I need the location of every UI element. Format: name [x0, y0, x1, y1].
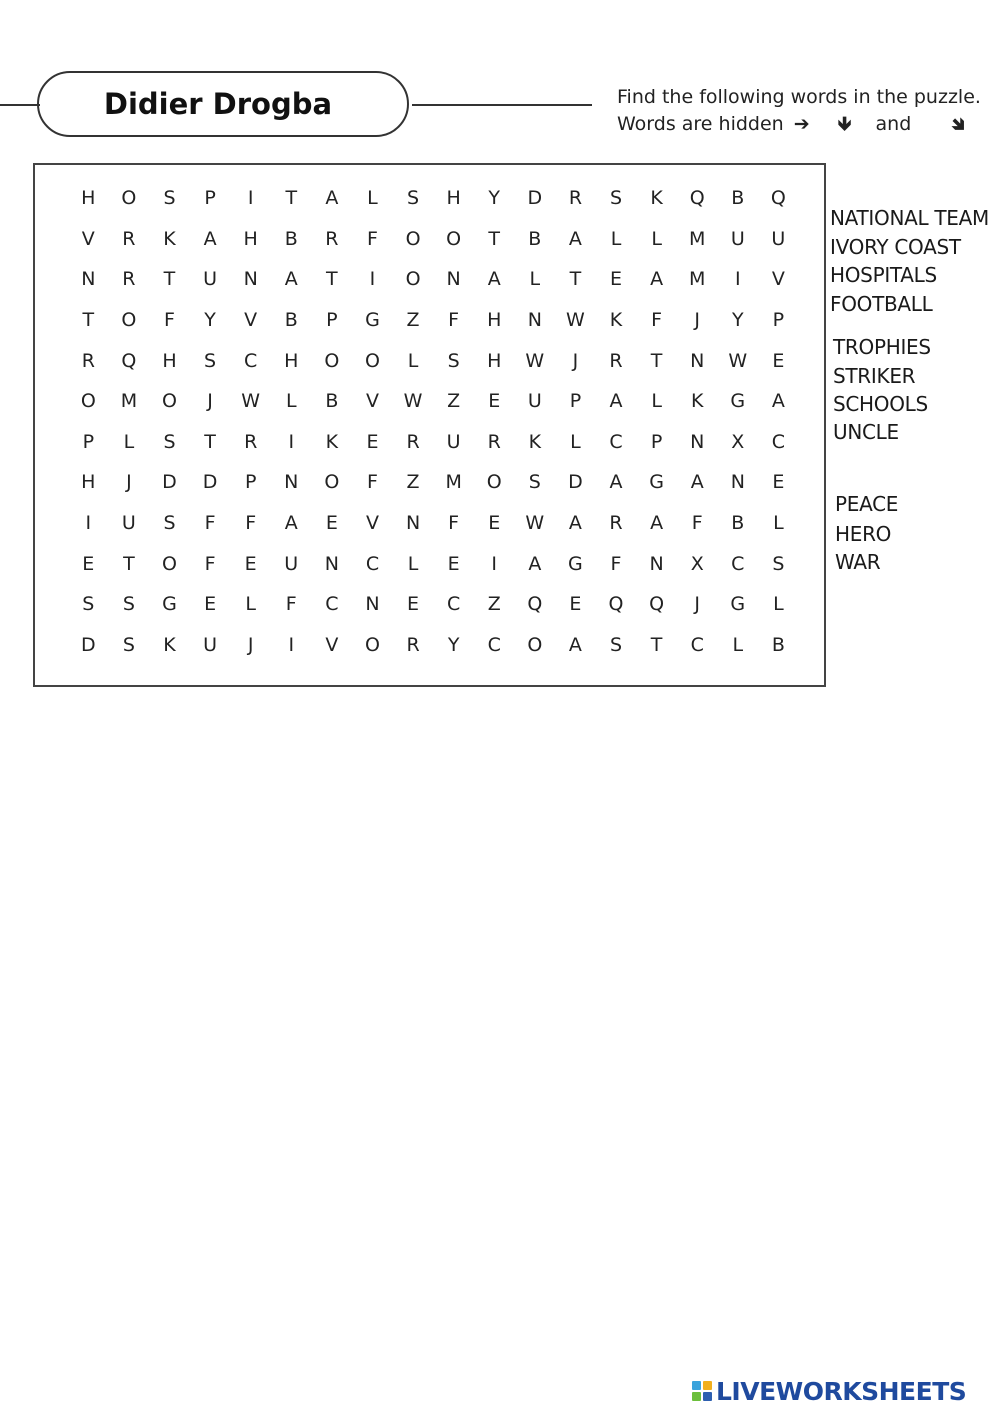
- grid-cell[interactable]: U: [121, 512, 136, 535]
- grid-cell[interactable]: N: [243, 268, 258, 291]
- grid-cell[interactable]: H: [487, 309, 502, 332]
- grid-cell[interactable]: J: [694, 593, 700, 616]
- word-list-item: PEACE: [835, 492, 899, 516]
- grid-cell[interactable]: Y: [488, 187, 501, 210]
- grid-cell[interactable]: S: [609, 187, 623, 210]
- word-list-item: NATIONAL TEAM: [830, 206, 989, 230]
- grid-cell[interactable]: N: [527, 309, 542, 332]
- grid-cell[interactable]: K: [690, 390, 704, 413]
- grid-cell[interactable]: O: [80, 390, 96, 413]
- grid-cell[interactable]: V: [365, 390, 379, 413]
- grid-cell[interactable]: H: [81, 187, 96, 210]
- grid-cell[interactable]: S: [122, 593, 135, 616]
- grid-cell[interactable]: C: [447, 593, 461, 616]
- grid-cell[interactable]: C: [731, 552, 745, 575]
- grid-cell[interactable]: P: [772, 309, 785, 332]
- grid-cell[interactable]: Y: [204, 309, 216, 332]
- grid-cell[interactable]: H: [446, 187, 461, 210]
- grid-cell[interactable]: L: [570, 430, 581, 453]
- grid-cell[interactable]: O: [162, 552, 177, 575]
- grid-cell[interactable]: T: [650, 349, 663, 372]
- grid-cell[interactable]: A: [771, 390, 785, 413]
- grid-cell[interactable]: T: [285, 187, 298, 210]
- grid-cell[interactable]: R: [244, 430, 258, 453]
- grid-cell[interactable]: M: [445, 471, 462, 494]
- grid-cell[interactable]: L: [732, 633, 744, 656]
- grid-cell[interactable]: F: [204, 552, 216, 575]
- grid-cell[interactable]: P: [244, 471, 257, 494]
- grid-cell[interactable]: J: [126, 471, 132, 494]
- grid-cell[interactable]: L: [123, 430, 135, 453]
- grid-cell[interactable]: L: [651, 390, 662, 413]
- grid-cell[interactable]: G: [365, 309, 380, 332]
- grid-cell[interactable]: D: [80, 633, 96, 656]
- grid-cell[interactable]: C: [771, 430, 786, 453]
- grid-cell[interactable]: Y: [447, 633, 460, 656]
- grid-cell[interactable]: B: [528, 227, 542, 250]
- word-list-item: WAR: [835, 550, 881, 574]
- instructions-line-1: Find the following words in the puzzle.: [617, 86, 981, 108]
- word-list-item: SCHOOLS: [833, 392, 928, 416]
- grid-cell[interactable]: S: [163, 187, 176, 210]
- grid-cell[interactable]: T: [82, 309, 95, 332]
- grid-cell[interactable]: E: [772, 471, 785, 494]
- grid-cell[interactable]: A: [528, 552, 542, 575]
- grid-cell[interactable]: Y: [731, 309, 744, 332]
- grid-cell[interactable]: H: [284, 349, 299, 372]
- grid-cell[interactable]: L: [773, 593, 784, 616]
- grid-cell[interactable]: I: [734, 268, 741, 291]
- grid-cell[interactable]: A: [284, 268, 298, 291]
- grid-cell[interactable]: L: [773, 512, 784, 535]
- grid-cell[interactable]: S: [204, 349, 217, 372]
- grid-cell[interactable]: G: [162, 593, 177, 616]
- grid-cell[interactable]: A: [284, 512, 298, 535]
- grid-cell[interactable]: R: [81, 349, 95, 372]
- grid-cell[interactable]: T: [326, 268, 338, 291]
- grid-cell[interactable]: D: [527, 187, 543, 210]
- grid-cell[interactable]: V: [81, 227, 95, 250]
- grid-cell[interactable]: W: [403, 390, 423, 413]
- grid-cell[interactable]: S: [528, 471, 541, 494]
- grid-cell[interactable]: E: [772, 349, 785, 372]
- grid-cell[interactable]: S: [122, 633, 135, 656]
- grid-cell[interactable]: E: [82, 552, 95, 575]
- grid-cell[interactable]: N: [284, 471, 299, 494]
- grid-cell[interactable]: N: [649, 552, 664, 575]
- grid-cell[interactable]: N: [730, 471, 745, 494]
- grid-cell[interactable]: U: [203, 268, 218, 291]
- grid-cell[interactable]: S: [407, 187, 420, 210]
- grid-cell[interactable]: A: [609, 471, 623, 494]
- arrow-right-icon: ➔: [793, 113, 810, 135]
- grid-cell[interactable]: I: [85, 512, 92, 535]
- grid-cell[interactable]: B: [771, 633, 785, 656]
- grid-cell[interactable]: U: [527, 390, 542, 413]
- grid-cell[interactable]: F: [366, 227, 378, 250]
- grid-cell[interactable]: F: [651, 309, 663, 332]
- grid-cell[interactable]: S: [82, 593, 95, 616]
- grid-cell[interactable]: J: [572, 349, 579, 372]
- grid-cell[interactable]: T: [163, 268, 176, 291]
- logo-squares-icon: [692, 1381, 712, 1401]
- grid-cell[interactable]: S: [163, 430, 176, 453]
- grid-cell[interactable]: U: [730, 227, 745, 250]
- grid-cell[interactable]: E: [447, 552, 460, 575]
- grid-cell[interactable]: X: [690, 552, 704, 575]
- grid-cell[interactable]: T: [488, 227, 501, 250]
- grid-cell[interactable]: R: [487, 430, 501, 453]
- instructions-line-2: [617, 111, 1000, 138]
- grid-cell[interactable]: T: [650, 633, 663, 656]
- arrow-down-icon: 🡻: [837, 113, 852, 135]
- grid-cell[interactable]: T: [204, 430, 216, 453]
- instructions-and: and: [875, 113, 912, 135]
- grid-cell[interactable]: L: [245, 593, 256, 616]
- grid-cell[interactable]: I: [288, 430, 295, 453]
- grid-cell[interactable]: A: [690, 471, 704, 494]
- grid-cell[interactable]: O: [364, 633, 380, 656]
- grid-cell[interactable]: E: [366, 430, 379, 453]
- grid-cell[interactable]: F: [610, 552, 622, 575]
- grid-cell[interactable]: Q: [527, 593, 543, 616]
- grid-cell[interactable]: A: [325, 187, 339, 210]
- grid-cell[interactable]: Q: [649, 593, 665, 616]
- grid-cell[interactable]: N: [446, 268, 461, 291]
- grid-cell[interactable]: X: [731, 430, 745, 453]
- grid-cell[interactable]: W: [566, 309, 585, 332]
- grid-cell[interactable]: Z: [406, 471, 420, 494]
- grid-cell[interactable]: W: [728, 349, 748, 372]
- word-list-item: IVORY COAST: [830, 235, 961, 259]
- grid-cell[interactable]: C: [609, 430, 623, 453]
- grid-cell[interactable]: R: [122, 227, 136, 250]
- grid-cell[interactable]: B: [284, 309, 298, 332]
- grid-cell[interactable]: F: [448, 512, 460, 535]
- grid-cell[interactable]: G: [649, 471, 664, 494]
- grid-cell[interactable]: R: [609, 512, 623, 535]
- grid-cell[interactable]: E: [204, 593, 217, 616]
- grid-cell[interactable]: K: [163, 227, 176, 250]
- word-list-item: UNCLE: [833, 420, 899, 444]
- grid-cell[interactable]: C: [325, 593, 339, 616]
- grid-cell[interactable]: J: [247, 633, 254, 656]
- grid-cell[interactable]: U: [771, 227, 786, 250]
- grid-cell[interactable]: A: [568, 512, 582, 535]
- grid-cell[interactable]: P: [204, 187, 216, 210]
- grid-cell[interactable]: T: [123, 552, 135, 575]
- grid-cell[interactable]: R: [325, 227, 339, 250]
- grid-cell[interactable]: K: [163, 633, 176, 656]
- grid-cell[interactable]: L: [407, 349, 419, 372]
- grid-cell[interactable]: G: [730, 390, 746, 413]
- word-list-item: FOOTBALL: [830, 292, 933, 316]
- grid-cell[interactable]: L: [285, 390, 297, 413]
- grid-cell[interactable]: O: [324, 471, 340, 494]
- grid-cell[interactable]: O: [121, 187, 137, 210]
- grid-cell[interactable]: T: [569, 268, 582, 291]
- page-title: Didier Drogba: [103, 87, 333, 121]
- liveworksheets-logo: [692, 1374, 966, 1408]
- grid-cell[interactable]: F: [204, 512, 216, 535]
- title-rule-left: [0, 104, 40, 106]
- grid-cell[interactable]: O: [527, 633, 543, 656]
- grid-cell[interactable]: S: [772, 552, 785, 575]
- grid-cell[interactable]: N: [405, 512, 421, 535]
- title-rule-right: [412, 104, 592, 106]
- grid-cell[interactable]: E: [488, 512, 501, 535]
- instructions: [617, 84, 1000, 138]
- grid-cell[interactable]: A: [609, 390, 623, 413]
- grid-cell[interactable]: F: [245, 512, 257, 535]
- grid-cell[interactable]: E: [610, 268, 623, 291]
- grid-cell[interactable]: O: [405, 227, 421, 250]
- grid-cell[interactable]: C: [244, 349, 258, 372]
- grid-cell[interactable]: Q: [121, 349, 137, 372]
- grid-cell[interactable]: N: [690, 349, 705, 372]
- grid-cell[interactable]: B: [731, 187, 745, 210]
- grid-cell[interactable]: H: [487, 349, 502, 372]
- grid-cell[interactable]: F: [366, 471, 378, 494]
- word-list-item: TROPHIES: [833, 335, 931, 359]
- grid-cell[interactable]: U: [203, 633, 218, 656]
- grid-cell[interactable]: W: [525, 349, 545, 372]
- grid-cell[interactable]: O: [446, 227, 462, 250]
- grid-cell[interactable]: W: [241, 390, 261, 413]
- grid-cell[interactable]: H: [81, 471, 96, 494]
- grid-cell[interactable]: M: [120, 390, 138, 413]
- grid-cell[interactable]: H: [243, 227, 258, 250]
- grid-cell[interactable]: U: [284, 552, 299, 575]
- grid-cell[interactable]: V: [244, 309, 258, 332]
- grid-cell[interactable]: L: [610, 227, 622, 250]
- grid-cell[interactable]: R: [568, 187, 583, 210]
- grid-cell[interactable]: L: [651, 227, 662, 250]
- word-list-item: STRIKER: [833, 364, 916, 388]
- instructions-prefix: Words are hidden: [617, 113, 784, 135]
- grid-cell[interactable]: D: [202, 471, 218, 494]
- grid-cell[interactable]: F: [285, 593, 297, 616]
- grid-cell[interactable]: E: [488, 390, 501, 413]
- grid-cell[interactable]: U: [446, 430, 461, 453]
- grid-cell[interactable]: C: [690, 633, 704, 656]
- grid-cell[interactable]: G: [568, 552, 583, 575]
- grid-cell[interactable]: N: [324, 552, 339, 575]
- grid-cell[interactable]: K: [325, 430, 339, 453]
- arrow-diagonal-icon: 🡾: [951, 113, 965, 135]
- grid-cell[interactable]: R: [406, 633, 420, 656]
- grid-cell[interactable]: K: [650, 187, 663, 210]
- grid-cell[interactable]: R: [609, 349, 623, 372]
- grid-cell[interactable]: L: [407, 552, 419, 575]
- grid-cell[interactable]: S: [609, 633, 623, 656]
- grid-cell[interactable]: P: [569, 390, 582, 413]
- grid-cell[interactable]: Q: [608, 593, 624, 616]
- grid-cell[interactable]: O: [405, 268, 421, 291]
- grid-cell[interactable]: P: [82, 430, 95, 453]
- grid-cell[interactable]: L: [367, 187, 378, 210]
- grid-cell[interactable]: Z: [406, 309, 420, 332]
- word-list-item: HERO: [835, 522, 892, 546]
- grid-cell[interactable]: F: [164, 309, 175, 332]
- grid-cell[interactable]: J: [694, 309, 700, 332]
- grid-cell[interactable]: V: [325, 633, 339, 656]
- grid-cell[interactable]: G: [730, 593, 746, 616]
- grid-cell[interactable]: A: [650, 268, 664, 291]
- grid-cell[interactable]: M: [689, 227, 706, 250]
- logo-text: LIVEWORKSHEETS: [716, 1376, 967, 1406]
- grid-cell[interactable]: B: [284, 227, 298, 250]
- grid-cell[interactable]: K: [528, 430, 542, 453]
- grid-cell[interactable]: E: [244, 552, 257, 575]
- grid-cell[interactable]: A: [568, 227, 582, 250]
- grid-cell[interactable]: P: [650, 430, 663, 453]
- grid-cell[interactable]: E: [407, 593, 420, 616]
- grid-cell[interactable]: Q: [689, 187, 705, 210]
- grid-cell[interactable]: F: [448, 309, 460, 332]
- grid-cell[interactable]: D: [568, 471, 583, 494]
- grid-cell[interactable]: R: [406, 430, 420, 453]
- grid-cell[interactable]: J: [207, 390, 213, 413]
- grid-cell[interactable]: O: [486, 471, 502, 494]
- grid-cell[interactable]: Z: [447, 390, 461, 413]
- grid-cell[interactable]: N: [690, 430, 705, 453]
- grid-cell[interactable]: V: [771, 268, 785, 291]
- grid-cell[interactable]: A: [650, 512, 664, 535]
- grid-cell[interactable]: F: [691, 512, 703, 535]
- grid-cell[interactable]: N: [365, 593, 380, 616]
- grid-cell[interactable]: C: [487, 633, 501, 656]
- grid-cell[interactable]: R: [122, 268, 136, 291]
- word-search-grid: [68, 178, 799, 665]
- grid-cell[interactable]: B: [731, 512, 745, 535]
- grid-cell[interactable]: P: [326, 309, 338, 332]
- grid-cell[interactable]: S: [447, 349, 460, 372]
- grid-cell[interactable]: O: [162, 390, 177, 413]
- grid-cell[interactable]: M: [689, 268, 706, 291]
- grid-cell[interactable]: K: [609, 309, 623, 332]
- grid-cell[interactable]: E: [325, 512, 338, 535]
- grid-cell[interactable]: B: [325, 390, 339, 413]
- grid-cell[interactable]: Q: [770, 187, 786, 210]
- grid-cell[interactable]: H: [162, 349, 177, 372]
- grid-cell[interactable]: N: [81, 268, 96, 291]
- grid-cell[interactable]: O: [121, 309, 137, 332]
- grid-cell[interactable]: I: [247, 187, 254, 210]
- grid-cell[interactable]: S: [163, 512, 176, 535]
- grid-cell[interactable]: I: [288, 633, 295, 656]
- grid-cell[interactable]: A: [568, 633, 582, 656]
- grid-cell[interactable]: A: [487, 268, 501, 291]
- title-banner: [37, 71, 409, 137]
- grid-cell[interactable]: V: [365, 512, 379, 535]
- grid-cell[interactable]: C: [365, 552, 380, 575]
- grid-cell[interactable]: D: [162, 471, 177, 494]
- grid-cell[interactable]: W: [525, 512, 545, 535]
- word-list-item: HOSPITALS: [830, 263, 937, 287]
- grid-cell[interactable]: A: [203, 227, 217, 250]
- grid-cell[interactable]: Z: [487, 593, 501, 616]
- grid-cell[interactable]: I: [369, 268, 376, 291]
- grid-cell[interactable]: O: [324, 349, 340, 372]
- grid-cell[interactable]: E: [569, 593, 582, 616]
- grid-cell[interactable]: L: [529, 268, 541, 291]
- grid-cell[interactable]: O: [364, 349, 380, 372]
- grid-cell[interactable]: I: [491, 552, 498, 575]
